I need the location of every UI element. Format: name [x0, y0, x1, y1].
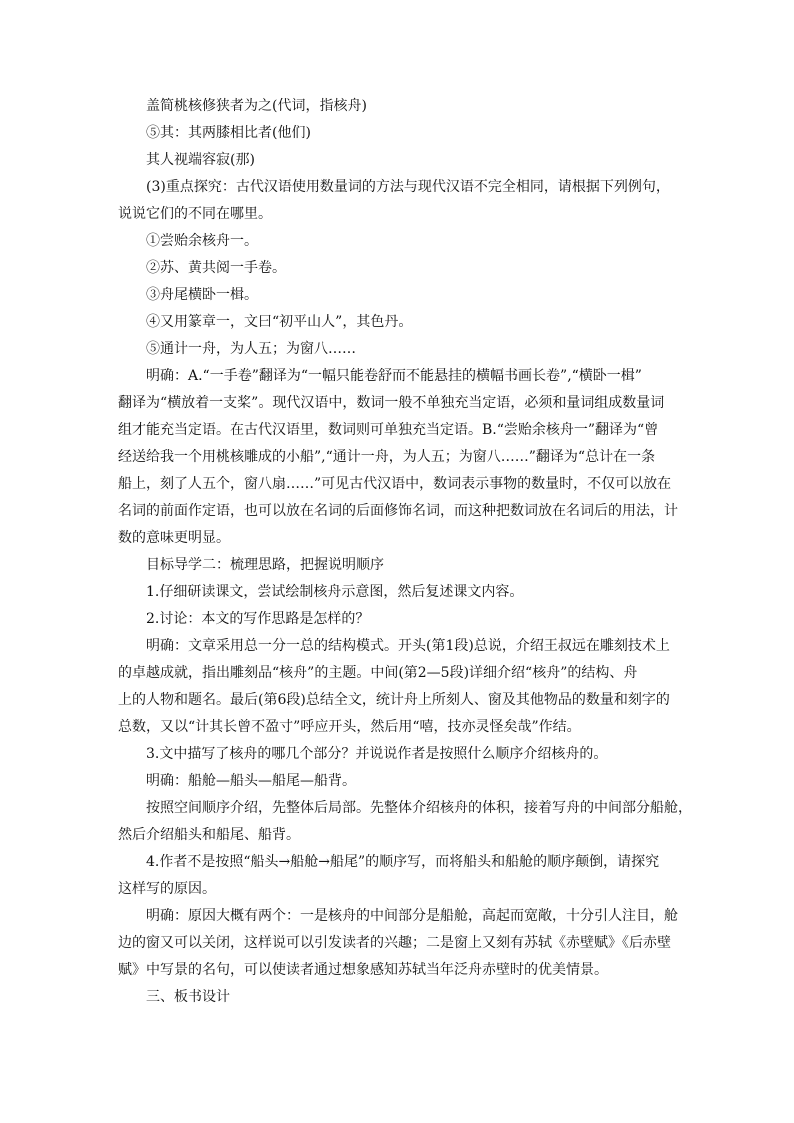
- text-line: ①尝贻余核舟一。: [146, 233, 258, 249]
- text-line: 明确：A.“一手卷”翻译为“一幅只能卷舒而不能悬挂的横幅书画长卷”,“横卧一楫”: [146, 368, 642, 384]
- text-line: 2.讨论：本文的写作思路是怎样的？: [146, 611, 370, 627]
- section-heading: 目标导学二：梳理思路，把握说明顺序: [146, 557, 384, 573]
- text-line: 3.文中描写了核舟的哪几个部分？并说说作者是按照什么顺序介绍核舟的。: [146, 746, 608, 762]
- text-line: 翻译为“横放着一支桨”。现代汉语中，数词一般不单独充当定语，必须和量词组成数量词: [118, 395, 665, 411]
- text-line: 边的窗又可以关闭，这样说可以引发读者的兴趣；二是窗上又刻有苏轼《赤壁赋》《后赤壁: [118, 935, 671, 951]
- text-line: ⑤通计一舟，为人五；为窗八……: [146, 341, 356, 357]
- text-line: 的卓越成就，指出雕刻品“核舟”的主题。中间(第2—5段)详细介绍“核舟”的结构、舟: [118, 665, 638, 681]
- text-line: 按照空间顺序介绍，先整体后局部。先整体介绍核舟的体积，接着写舟的中间部分船舱，: [146, 800, 692, 816]
- text-line: 盖简桃核修狭者为之(代词，指核舟): [146, 98, 367, 114]
- text-line: 上的人物和题名。最后(第6段)总结全文，统计舟上所刻人、窗及其他物品的数量和刻字的: [118, 692, 670, 708]
- text-line: (3)重点探究：古代汉语使用数量词的方法与现代汉语不完全相同，请根据下列例句，: [146, 179, 670, 195]
- text-line: 名词的前面作定语，也可以放在名词的后面修饰名词，而这种把数词放在名词后的用法，计: [118, 503, 678, 519]
- text-line: ④又用篆章一，文曰“初平山人”，其色丹。: [146, 314, 413, 330]
- section-heading: 三、板书设计: [146, 989, 230, 1005]
- text-line: ⑤其：其两膝相比者(他们): [146, 125, 311, 141]
- text-line: 赋》中写景的名句，可以使读者通过想象感知苏轼当年泛舟赤壁时的优美情景。: [118, 962, 608, 978]
- text-line: 明确：原因大概有两个：一是核舟的中间部分是船舱，高起而宽敞，十分引人注目，舱: [146, 908, 678, 924]
- text-line: 总数，又以“计其长曾不盈寸”呼应开头，然后用“嘻，技亦灵怪矣哉”作结。: [118, 719, 581, 735]
- text-line: 其人视端容寂(那): [146, 152, 255, 168]
- text-line: 组才能充当定语。在古代汉语里，数词则可单独充当定语。B.“尝贻余核舟一”翻译为“曾: [118, 422, 659, 438]
- text-line: 明确：文章采用总一分一总的结构模式。开头(第1段)总说，介绍王叔远在雕刻技术上: [146, 638, 670, 654]
- text-line: 数的意味更明显。: [118, 530, 230, 546]
- text-line: 这样写的原因。: [118, 881, 216, 897]
- text-line: 1.仔细研读课文，尝试绘制核舟示意图，然后复述课文内容。: [146, 584, 524, 600]
- text-line: 然后介绍船头和船尾、船背。: [118, 827, 300, 843]
- text-line: 说说它们的不同在哪里。: [118, 206, 272, 222]
- text-line: 明确：船舱—船头—船尾—船背。: [146, 773, 356, 789]
- text-line: ③舟尾横卧一楫。: [146, 287, 258, 303]
- text-line: 船上，刻了人五个，窗八扇……”可见古代汉语中，数词表示事物的数量时，不仅可以放在: [118, 476, 672, 492]
- text-line: 4.作者不是按照“船头→船舱→船尾”的顺序写，而将船头和船舱的顺序颠倒，请探究: [146, 854, 660, 870]
- text-line: ②苏、黄共阅一手卷。: [146, 260, 286, 276]
- text-line: 经送给我一个用桃核雕成的小船”,“通计一舟，为人五；为窗八……”翻译为“总计在一条: [118, 449, 656, 465]
